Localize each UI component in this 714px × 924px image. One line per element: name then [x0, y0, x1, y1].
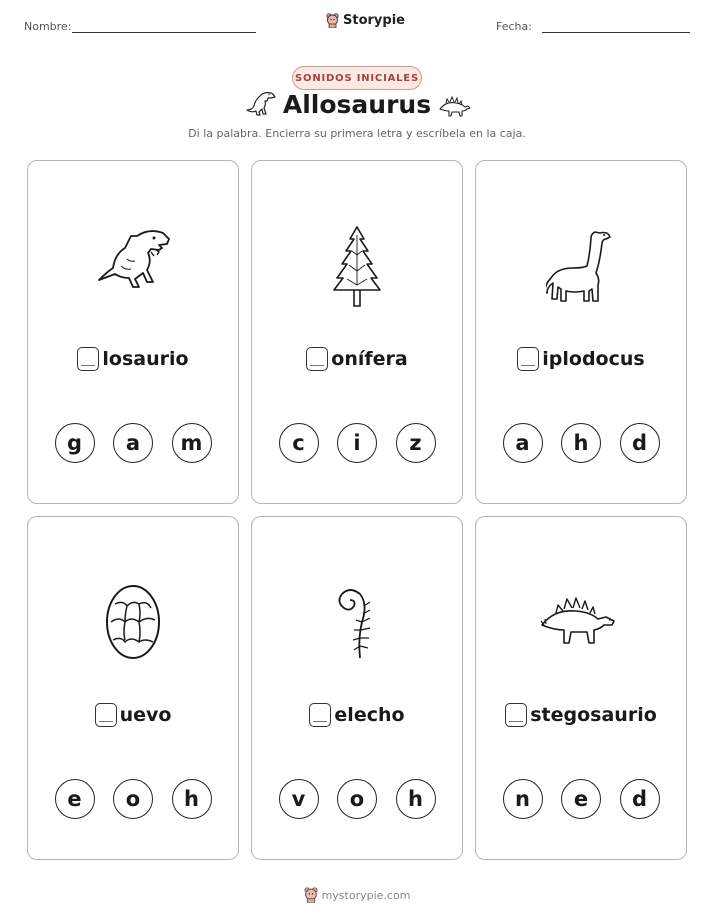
- brand-logo: [326, 13, 405, 28]
- answer-box[interactable]: [505, 703, 527, 727]
- answer-box[interactable]: [517, 347, 539, 371]
- date-line[interactable]: [542, 32, 690, 33]
- card-huevo: [27, 516, 239, 860]
- choice-letter[interactable]: d: [620, 779, 660, 819]
- choice-letter[interactable]: z: [396, 423, 436, 463]
- page-title: Allosaurus: [282, 90, 432, 119]
- answer-box[interactable]: [309, 703, 331, 727]
- choice-letter[interactable]: e: [561, 779, 601, 819]
- date-label: Fecha:: [496, 20, 532, 33]
- word-text: iplodocus: [542, 348, 645, 370]
- name-line[interactable]: [72, 32, 256, 33]
- card-helecho: [251, 516, 463, 860]
- choice-letter[interactable]: a: [113, 423, 153, 463]
- choice-letter[interactable]: h: [396, 779, 436, 819]
- card-conifera: [251, 160, 463, 504]
- answer-box[interactable]: [95, 703, 117, 727]
- card-diplodocus: [475, 160, 687, 504]
- stegosaurus-icon: [540, 593, 622, 651]
- instructions: Di la palabra. Encierra su primera letra y escríbela en la caja.: [188, 127, 526, 140]
- word-text: uevo: [119, 704, 172, 726]
- name-label: Nombre:: [24, 20, 72, 33]
- choice-letter[interactable]: i: [337, 423, 377, 463]
- dinosaur-egg-icon: [103, 582, 163, 662]
- word-text: onífera: [331, 348, 408, 370]
- t-rex-icon: [91, 226, 175, 306]
- bear-mascot-icon: [326, 13, 339, 28]
- brand-name: Storypie: [343, 13, 405, 28]
- topic-badge: SONIDOS INICIALES: [292, 66, 422, 90]
- word-text: stegosaurio: [530, 704, 657, 726]
- answer-box[interactable]: [77, 347, 99, 371]
- footer-url[interactable]: mystorypie.com: [321, 888, 411, 902]
- choice-letter[interactable]: d: [620, 423, 660, 463]
- choice-letter[interactable]: h: [172, 779, 212, 819]
- bear-mascot-icon: [304, 887, 318, 903]
- choice-letter[interactable]: n: [503, 779, 543, 819]
- choice-letter[interactable]: g: [55, 423, 95, 463]
- footer: [0, 887, 714, 903]
- diplodocus-icon: [546, 227, 616, 305]
- choice-letter[interactable]: v: [279, 779, 319, 819]
- choice-letter[interactable]: o: [337, 779, 377, 819]
- word-text: losaurio: [102, 348, 189, 370]
- stegosaurus-small-icon: [437, 95, 471, 119]
- choice-letter[interactable]: m: [172, 423, 212, 463]
- choice-letter[interactable]: e: [55, 779, 95, 819]
- card-allosaurio: [27, 160, 239, 504]
- fern-icon: [332, 582, 382, 662]
- choice-letter[interactable]: o: [113, 779, 153, 819]
- choice-letter[interactable]: h: [561, 423, 601, 463]
- conifer-tree-icon: [332, 223, 382, 309]
- word-text: elecho: [334, 704, 405, 726]
- choice-letter[interactable]: a: [503, 423, 543, 463]
- card-estegosaurio: [475, 516, 687, 860]
- answer-box[interactable]: [306, 347, 328, 371]
- choice-letter[interactable]: c: [279, 423, 319, 463]
